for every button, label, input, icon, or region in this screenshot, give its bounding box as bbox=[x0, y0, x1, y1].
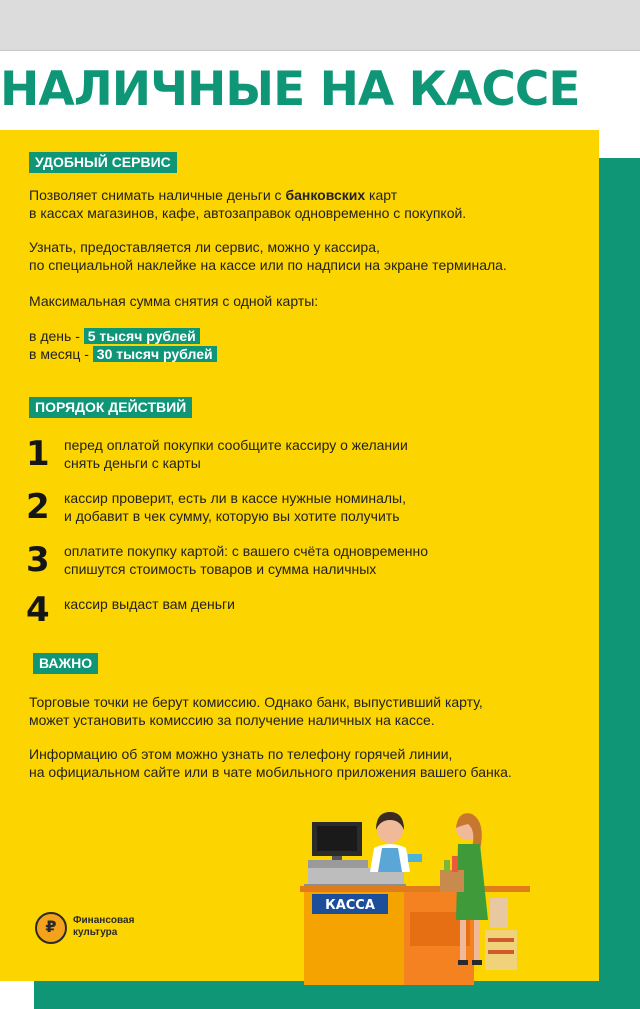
logo-text bbox=[73, 915, 134, 939]
step-3-line2: спишутся стоимость товаров и сумма наличных bbox=[64, 561, 377, 577]
important-p1-line1: Торговые точки не берут комиссию. Однако банк, выпустивший карту, bbox=[29, 694, 483, 710]
financial-culture-logo-icon bbox=[35, 912, 67, 944]
important-p2-line1: Информацию об этом можно узнать по телефону горячей линии, bbox=[29, 746, 453, 762]
important-p2-line2: на официальном сайте или в чате мобильного приложения вашего банка. bbox=[29, 764, 512, 780]
step-text-3 bbox=[64, 542, 428, 578]
important-paragraph-1 bbox=[29, 693, 483, 729]
step-1-line1: перед оплатой покупки сообщите кассиру о желании bbox=[64, 437, 408, 453]
service-p2-line2: по специальной наклейке на кассе или по надписи на экране терминала. bbox=[29, 257, 507, 273]
important-paragraph-2 bbox=[29, 745, 512, 781]
step-number-3: 3 bbox=[26, 540, 50, 580]
checkout-illustration bbox=[290, 800, 535, 985]
section-label-service: УДОБНЫЙ СЕРВИС bbox=[29, 152, 177, 173]
service-p2-line1: Узнать, предоставляется ли сервис, можно у кассира, bbox=[29, 239, 380, 255]
section-label-important: ВАЖНО bbox=[33, 653, 98, 674]
limit-per-day bbox=[29, 327, 200, 345]
step-number-2: 2 bbox=[26, 487, 50, 527]
ruble-icon: ₽ bbox=[45, 919, 57, 936]
step-text-4 bbox=[64, 595, 235, 613]
step-1-line2: снять деньги с карты bbox=[64, 455, 201, 471]
step-text-1 bbox=[64, 436, 408, 472]
service-paragraph-2 bbox=[29, 238, 507, 274]
step-4-line1: кассир выдаст вам деньги bbox=[64, 596, 235, 612]
step-text-2 bbox=[64, 489, 406, 525]
kassa-sign-text: КАССА bbox=[325, 898, 375, 913]
limit-per-month bbox=[29, 345, 217, 363]
service-paragraph-1 bbox=[29, 186, 466, 222]
limit-per-month-value: 30 тысяч рублей bbox=[93, 346, 217, 362]
service-p1-line1: Позволяет снимать наличные деньги с банковских карт bbox=[29, 187, 398, 203]
limit-per-day-label: в день - bbox=[29, 328, 84, 344]
limit-per-day-value: 5 тысяч рублей bbox=[84, 328, 200, 344]
logo-text-line1: Финансовая bbox=[73, 915, 135, 926]
limit-per-month-label: в месяц - bbox=[29, 346, 93, 362]
step-number-4: 4 bbox=[26, 590, 50, 630]
section-label-procedure: ПОРЯДОК ДЕЙСТВИЙ bbox=[29, 397, 192, 418]
cashier-figure bbox=[370, 812, 422, 872]
monitor-icon bbox=[308, 822, 368, 868]
logo-text-line2: культура bbox=[73, 927, 118, 938]
important-p1-line2: может установить комиссию за получение наличных на кассе. bbox=[29, 712, 435, 728]
service-paragraph-3: Максимальная сумма снятия с одной карты: bbox=[29, 293, 319, 309]
step-3-line1: оплатите покупку картой: с вашего счёта одновременно bbox=[64, 543, 429, 559]
page-title: НАЛИЧНЫЕ НА КАССЕ bbox=[0, 62, 580, 117]
service-p1-line2: в кассах магазинов, кафе, автозаправок одновременно с покупкой. bbox=[29, 205, 467, 221]
step-2-line2: и добавит в чек сумму, которую вы хотите получить bbox=[64, 508, 400, 524]
step-2-line1: кассир проверит, есть ли в кассе нужные номиналы, bbox=[64, 490, 406, 506]
top-bar bbox=[0, 0, 640, 51]
step-number-1: 1 bbox=[26, 434, 50, 474]
